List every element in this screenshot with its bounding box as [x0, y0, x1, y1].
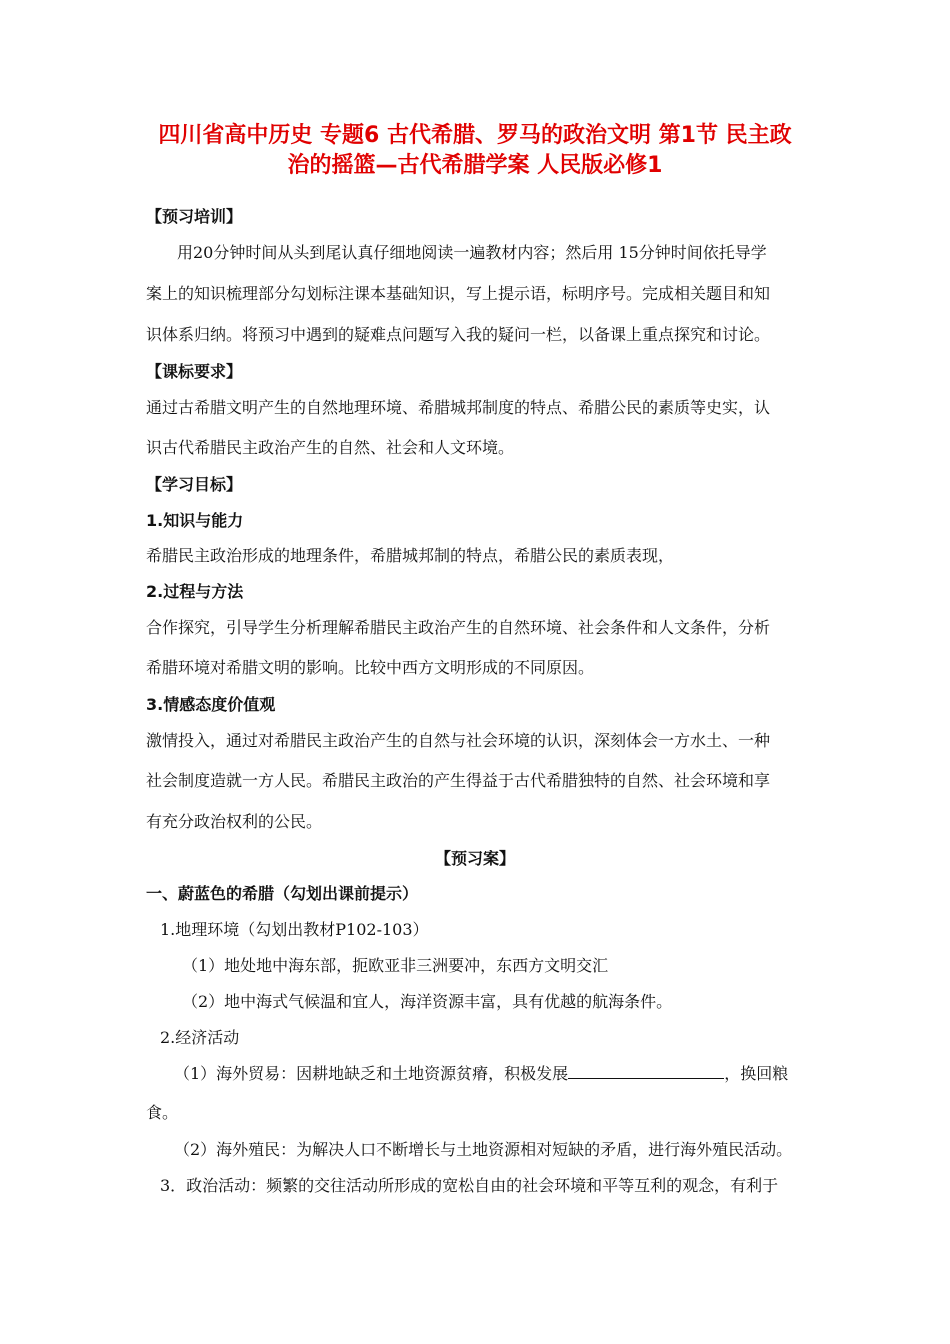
paragraph-line: 希腊环境对希腊文明的影响。比较中西方文明形成的不同原因。 [146, 658, 595, 677]
emotion-heading: 3.情感态度价值观 [146, 695, 276, 714]
paragraph-line: 合作探究，引导学生分析理解希腊民主政治产生的自然环境、社会条件和人文条件，分析 [146, 618, 771, 637]
economy-item-1 [174, 1061, 788, 1084]
politics-line: 3．政治活动：频繁的交往活动所形成的宽松自由的社会环境和平等互利的观念，有利于 [160, 1176, 779, 1195]
geography-item-2: （2）地中海式气候温和宜人，海洋资源丰富，具有优越的航海条件。 [182, 992, 673, 1011]
objectives-heading: 【学习目标】 [146, 475, 243, 494]
preview-training-heading: 【预习培训】 [146, 207, 243, 226]
economy-item-1-text-after: ，换回粮 [724, 1064, 789, 1083]
paragraph-line: 有充分政治权利的公民。 [146, 812, 323, 831]
knowledge-heading: 1.知识与能力 [146, 511, 244, 530]
paragraph-line: 通过古希腊文明产生的自然地理环境、希腊城邦制度的特点、希腊公民的素质等史实，认 [146, 398, 771, 417]
preview-plan-heading: 【预习案】 [434, 849, 515, 868]
paragraph-line: 社会制度造就一方人民。希腊民主政治的产生得益于古代希腊独特的自然、社会环境和享 [146, 771, 771, 790]
fill-in-blank[interactable] [568, 1064, 724, 1079]
document-title-line-1: 四川省高中历史 专题6 古代希腊、罗马的政治文明 第1节 民主政 [158, 123, 792, 148]
paragraph-line: 激情投入，通过对希腊民主政治产生的自然与社会环境的认识，深刻体会一方水土、一种 [146, 731, 771, 750]
section-1-heading: 一、蔚蓝色的希腊（勾划出课前提示） [146, 884, 419, 903]
economy-item-1-text: （1）海外贸易：因耕地缺乏和土地资源贫瘠，积极发展 [174, 1064, 569, 1083]
economy-item-2: （2）海外殖民：为解决人口不断增长与土地资源相对短缺的矛盾，进行海外殖民活动。 [174, 1140, 793, 1159]
paragraph-line: 案上的知识梳理部分勾划标注课本基础知识，写上提示语，标明序号。完成相关题目和知 [146, 284, 771, 303]
paragraph-line: 希腊民主政治形成的地理条件，希腊城邦制的特点，希腊公民的素质表现， [146, 546, 675, 565]
geography-item-1: （1）地处地中海东部，扼欧亚非三洲要冲，东西方文明交汇 [182, 956, 609, 975]
curriculum-heading: 【课标要求】 [146, 362, 243, 381]
paragraph-line: 识体系归纳。将预习中遇到的疑难点问题写入我的疑问一栏，以备课上重点探究和讨论。 [146, 325, 771, 344]
economy-heading: 2.经济活动 [160, 1028, 240, 1047]
paragraph-line: 用20分钟时间从头到尾认真仔细地阅读一遍教材内容；然后用 15分钟时间依托导学 [177, 243, 767, 262]
paragraph-line: 食。 [146, 1103, 179, 1122]
document-title-line-2: 治的摇篮—古代希腊学案 人民版必修1 [287, 153, 663, 178]
process-heading: 2.过程与方法 [146, 582, 244, 601]
geography-heading: 1.地理环境（勾划出教材P102-103） [160, 920, 429, 939]
paragraph-line: 识古代希腊民主政治产生的自然、社会和人文环境。 [146, 438, 515, 457]
